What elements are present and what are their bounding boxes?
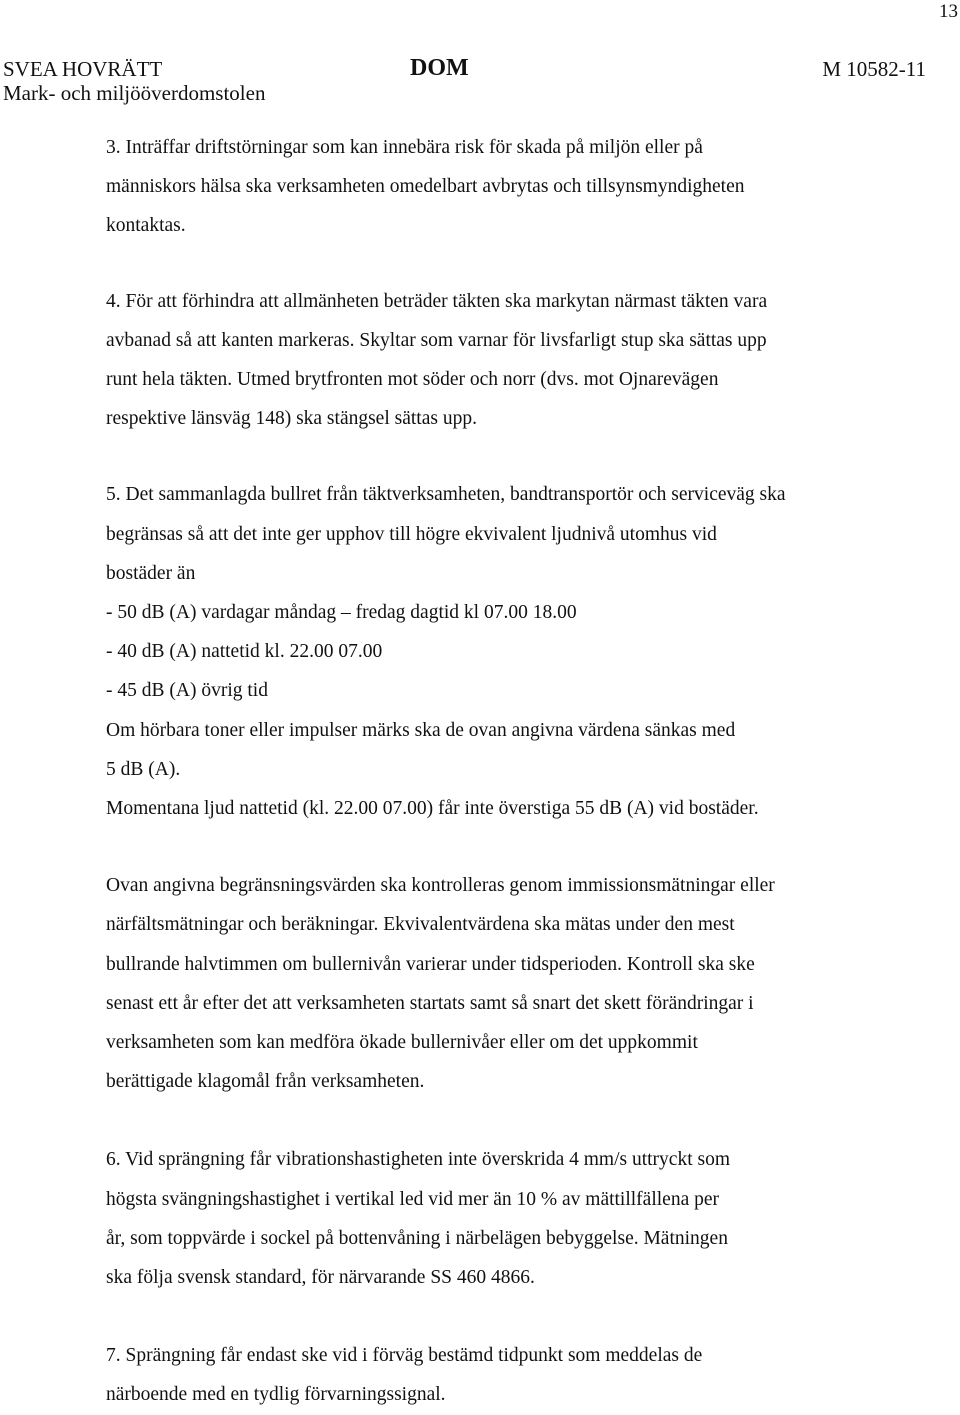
- text-line: - 40 dB (A) nattetid kl. 22.00 07.00: [106, 641, 383, 663]
- text-line: respektive länsväg 148) ska stängsel sättas upp.: [106, 408, 477, 430]
- paragraph-noise-control: [106, 866, 906, 1101]
- text-line: närfältsmätningar och beräkningar. Ekvivalentvärdena ska mätas under den mest: [106, 914, 735, 936]
- text-line: - 45 dB (A) övrig tid: [106, 680, 268, 702]
- text-line: Momentana ljud nattetid (kl. 22.00 07.00) får inte överstiga 55 dB (A) vid bostäder.: [106, 798, 759, 820]
- text-line: bullrande halvtimmen om bullernivån varierar under tidsperioden. Kontroll ska ske: [106, 953, 755, 975]
- document-body: [106, 128, 906, 1415]
- text-line: verksamheten som kan medföra ökade bullernivåer eller om det uppkommit: [106, 1032, 698, 1054]
- text-line: begränsas så att det inte ger upphov till högre ekvivalent ljudnivå utomhus vid: [106, 523, 717, 545]
- paragraph-condition-6: [106, 1140, 906, 1297]
- document-type: DOM: [410, 55, 469, 81]
- text-line: år, som toppvärde i sockel på bottenvåning i närbelägen bebyggelse. Mätningen: [106, 1227, 728, 1249]
- court-division: Mark- och miljööverdomstolen: [3, 81, 266, 105]
- text-line: - 50 dB (A) vardagar måndag – fredag dagtid kl 07.00 18.00: [106, 602, 577, 624]
- case-number: M 10582-11: [822, 57, 926, 81]
- text-line: Ovan angivna begränsningsvärden ska kontrolleras genom immissionsmätningar eller: [106, 875, 775, 897]
- text-line: avbanad så att kanten markeras. Skyltar som varnar för livsfarligt stup ska sättas upp: [106, 329, 767, 351]
- text-line: 6. Vid sprängning får vibrationshastigheten inte överskrida 4 mm/s uttryckt som: [106, 1149, 730, 1171]
- text-line: människors hälsa ska verksamheten omedelbart avbrytas och tillsynsmyndigheten: [106, 176, 745, 198]
- text-line: 5. Det sammanlagda bullret från täktverksamheten, bandtransportör och serviceväg ska: [106, 484, 786, 506]
- text-line: 7. Sprängning får endast ske vid i förväg bestämd tidpunkt som meddelas de: [106, 1345, 703, 1367]
- text-line: kontaktas.: [106, 215, 186, 237]
- court-name: SVEA HOVRÄTT: [3, 57, 163, 81]
- text-line: 3. Inträffar driftstörningar som kan innebära risk för skada på miljön eller på: [106, 137, 703, 158]
- text-line: närboende med en tydlig förvarningssignal.: [106, 1384, 446, 1406]
- text-line: 5 dB (A).: [106, 758, 181, 780]
- paragraph-condition-4: [106, 282, 906, 439]
- page-number: 13: [939, 1, 958, 22]
- text-line: berättigade klagomål från verksamheten.: [106, 1071, 425, 1093]
- paragraph-condition-7: [106, 1336, 906, 1414]
- text-line: 4. För att förhindra att allmänheten beträder täkten ska markytan närmast täkten vara: [106, 290, 768, 312]
- paragraph-condition-5: [106, 475, 906, 828]
- text-line: runt hela täkten. Utmed brytfronten mot söder och norr (dvs. mot Ojnarevägen: [106, 369, 719, 391]
- text-line: Om hörbara toner eller impulser märks ska de ovan angivna värdena sänkas med: [106, 719, 736, 741]
- text-line: bostäder än: [106, 562, 196, 584]
- text-line: ska följa svensk standard, för närvarande SS 460 4866.: [106, 1267, 535, 1289]
- paragraph-condition-3: [106, 128, 906, 246]
- text-line: högsta svängningshastighet i vertikal led vid mer än 10 % av mättillfällena per: [106, 1188, 720, 1210]
- text-line: senast ett år efter det att verksamheten startats samt så snart det skett förändringar i: [106, 992, 754, 1014]
